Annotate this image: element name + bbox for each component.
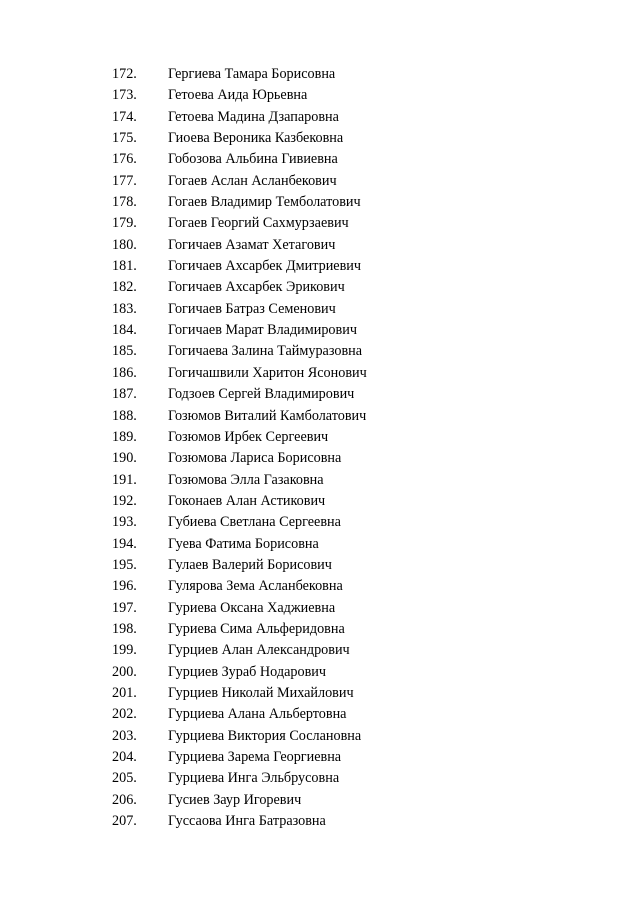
entry-name: Гурциева Алана Альбертовна [168,706,347,723]
entry-name: Гурциев Зураб Нодарович [168,663,326,680]
entry-number: 196. [112,578,137,595]
entry-name: Гурциев Алан Александрович [168,642,350,659]
entry-name: Гогичаев Ахсарбек Эрикович [168,279,345,296]
entry-name: Гогичаева Залина Таймуразовна [168,343,363,360]
entry-name: Гуссаова Инга Батразовна [168,813,326,830]
entry-number: 204. [112,749,137,765]
entry-number: 198. [112,620,137,637]
list-item [0,192,640,213]
entry-number: 202. [112,706,137,723]
entry-number: 180. [112,236,137,253]
entry-number: 192. [112,492,137,509]
entry-name: Гогичаев Ахсарбек Дмитриевич [168,258,362,275]
entry-number: 200. [112,663,137,680]
entry-name: Годзоев Сергей Владимирович [168,386,355,403]
entry-name: Гозюмова Лариса Борисовна [168,450,342,467]
entry-number: 181. [112,258,137,275]
entry-number: 206. [112,791,137,808]
entry-number: 179. [112,215,137,232]
entry-name: Гетоева Мадина Дзапаровна [168,108,339,125]
entry-number: 191. [112,471,137,488]
list-item [0,726,640,747]
entry-name: Гусиев Заур Игоревич [168,791,302,808]
entry-number: 193. [112,514,137,531]
entry-number: 184. [112,322,137,339]
list-item [0,704,640,725]
entry-number: 195. [112,556,137,573]
list-item [0,427,640,448]
list-item [0,85,640,106]
entry-number: 183. [112,300,137,317]
list-item [0,64,640,85]
entry-name: Гогичаев Азамат Хетагович [168,236,336,253]
list-item [0,277,640,298]
list-item [0,384,640,405]
list-item [0,363,640,384]
entry-name: Гулаев Валерий Борисович [168,556,332,573]
list-item [0,341,640,362]
entry-name: Гогичаев Марат Владимирович [168,322,357,339]
list-item [0,768,640,789]
entry-name: Гогаев Аслан Асланбекович [168,172,337,189]
list-item [0,107,640,128]
list-item [0,790,640,811]
entry-name: Гуева Фатима Борисовна [168,535,319,552]
entry-name: Гурциева Зарема Георгиевна [168,749,342,765]
entry-number: 173. [112,87,137,104]
entry-number: 199. [112,642,137,659]
list-item [0,640,640,661]
entry-name: Гуриева Оксана Хаджиевна [168,599,336,616]
entry-number: 185. [112,343,137,360]
list-item [0,747,640,768]
entry-number: 203. [112,727,137,744]
entry-number: 175. [112,130,137,147]
entry-number: 190. [112,450,137,467]
entry-number: 194. [112,535,137,552]
entry-number: 197. [112,599,137,616]
list-item [0,683,640,704]
entry-number: 182. [112,279,137,296]
list-item [0,171,640,192]
list-item [0,299,640,320]
list-item [0,491,640,512]
list-item [0,320,640,341]
entry-name: Гогичаев Батраз Семенович [168,300,336,317]
entry-name: Гозюмов Виталий Камболатович [168,407,367,424]
entry-number: 207. [112,813,137,830]
entry-name: Гозюмов Ирбек Сергеевич [168,428,329,445]
entry-number: 174. [112,108,137,125]
entry-name: Гиоева Вероника Казбековна [168,130,344,147]
list-item [0,555,640,576]
name-list [0,64,640,832]
list-item [0,406,640,427]
entry-number: 188. [112,407,137,424]
entry-name: Гурциев Николай Михайлович [168,684,354,701]
list-item [0,811,640,832]
list-item [0,662,640,683]
list-item [0,128,640,149]
entry-name: Гетоева Аида Юрьевна [168,87,308,104]
list-item [0,512,640,533]
list-item [0,149,640,170]
list-item [0,470,640,491]
list-item [0,213,640,234]
entry-name: Гуриева Сима Альферидовна [168,620,345,637]
entry-number: 201. [112,684,137,701]
entry-name: Гурциева Инга Эльбрусовна [168,770,340,787]
entry-number: 187. [112,386,137,403]
entry-number: 178. [112,194,137,211]
entry-number: 186. [112,364,137,381]
list-item [0,598,640,619]
list-item [0,235,640,256]
entry-name: Гогаев Владимир Темболатович [168,194,361,211]
entry-name: Гобозова Альбина Гивиевна [168,151,338,168]
entry-name: Гурциева Виктория Сослановна [168,727,362,744]
list-item [0,619,640,640]
entry-name: Гергиева Тамара Борисовна [168,66,336,82]
entry-number: 189. [112,428,137,445]
entry-name: Гулярова Зема Асланбековна [168,578,343,595]
entry-name: Гозюмова Элла Газаковна [168,471,324,488]
entry-name: Губиева Светлана Сергеевна [168,514,341,531]
entry-name: Гогичашвили Харитон Ясонович [168,364,367,381]
list-item [0,448,640,469]
entry-number: 176. [112,151,137,168]
entry-number: 172. [112,66,137,82]
list-item [0,534,640,555]
entry-name: Гогаев Георгий Сахмурзаевич [168,215,349,232]
list-item [0,256,640,277]
entry-name: Гоконаев Алан Астикович [168,492,326,509]
list-item [0,576,640,597]
entry-number: 177. [112,172,137,189]
entry-number: 205. [112,770,137,787]
